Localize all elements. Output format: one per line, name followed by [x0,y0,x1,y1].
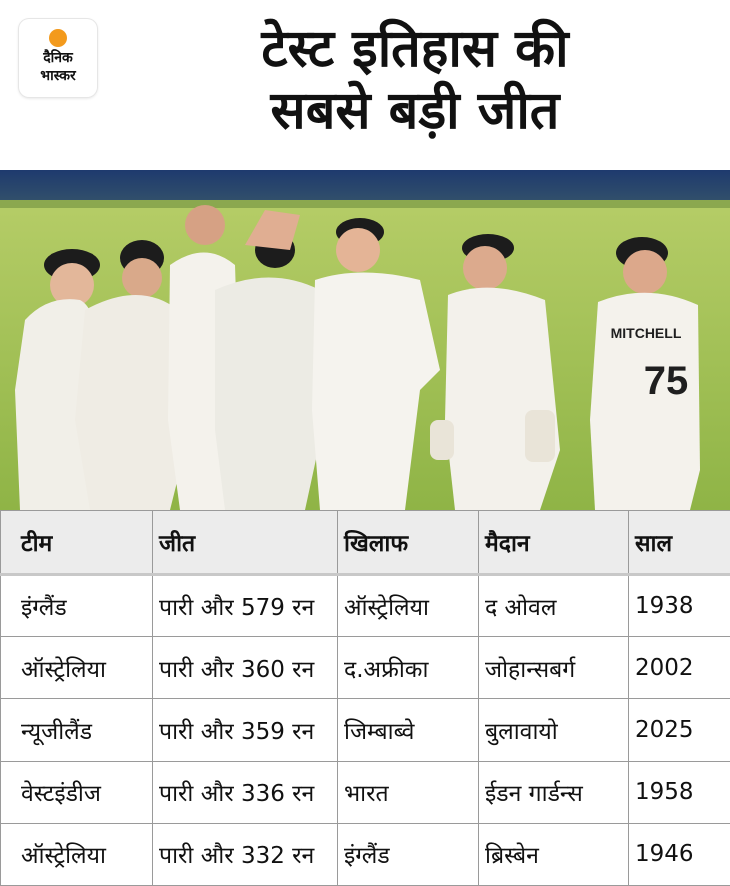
sun-dot-icon [49,29,67,47]
cell-team: न्यूजीलैंड [1,699,153,761]
cell-venue: जोहान्सबर्ग [479,637,629,699]
cell-team: ऑस्ट्रेलिया [1,823,153,885]
jersey-number: 75 [643,359,689,403]
logo-line2: भास्कर [40,68,76,84]
cell-year: 1938 [629,575,730,637]
page-title [110,18,720,142]
logo-text [23,49,93,85]
cell-team: वेस्टइंडीज [1,761,153,823]
table-row [1,699,730,761]
table-row [1,575,730,637]
cell-win: पारी और 332 रन [153,823,338,885]
team-celebration-photo [0,170,730,510]
cell-win: पारी और 579 रन [153,575,338,637]
cell-year: 2025 [629,699,730,761]
cell-venue: बुलावायो [479,699,629,761]
header [0,0,730,170]
logo-line1: दैनिक [43,50,73,66]
table-row [1,823,730,885]
cell-year: 1946 [629,823,730,885]
cell-against: जिम्बाब्वे [338,699,479,761]
cell-year: 2002 [629,637,730,699]
records-table [0,510,730,886]
cell-win: पारी और 359 रन [153,699,338,761]
header-venue: मैदान [479,511,629,575]
header-against: खिलाफ [338,511,479,575]
cell-year: 1958 [629,761,730,823]
cell-venue: द ओवल [479,575,629,637]
table-header-row [1,511,730,575]
cell-team: ऑस्ट्रेलिया [1,637,153,699]
header-year: साल [629,511,730,575]
cell-win: पारी और 360 रन [153,637,338,699]
cell-venue: ईडन गार्डन्स [479,761,629,823]
header-win: जीत [153,511,338,575]
photo-illustration [0,170,730,510]
dainik-bhaskar-logo[interactable] [19,19,97,97]
cell-win: पारी और 336 रन [153,761,338,823]
cell-team: इंग्लैंड [1,575,153,637]
cell-against: द.अफ्रीका [338,637,479,699]
cell-against: भारत [338,761,479,823]
cell-venue: ब्रिस्बेन [479,823,629,885]
cell-against: ऑस्ट्रेलिया [338,575,479,637]
header-team: टीम [1,511,153,575]
jersey-name: MITCHELL [610,325,682,341]
table-row [1,761,730,823]
title-line2: सबसे बड़ी जीत [270,81,560,141]
cell-against: इंग्लैंड [338,823,479,885]
title-line1: टेस्ट इतिहास की [261,19,569,79]
table-row [1,637,730,699]
